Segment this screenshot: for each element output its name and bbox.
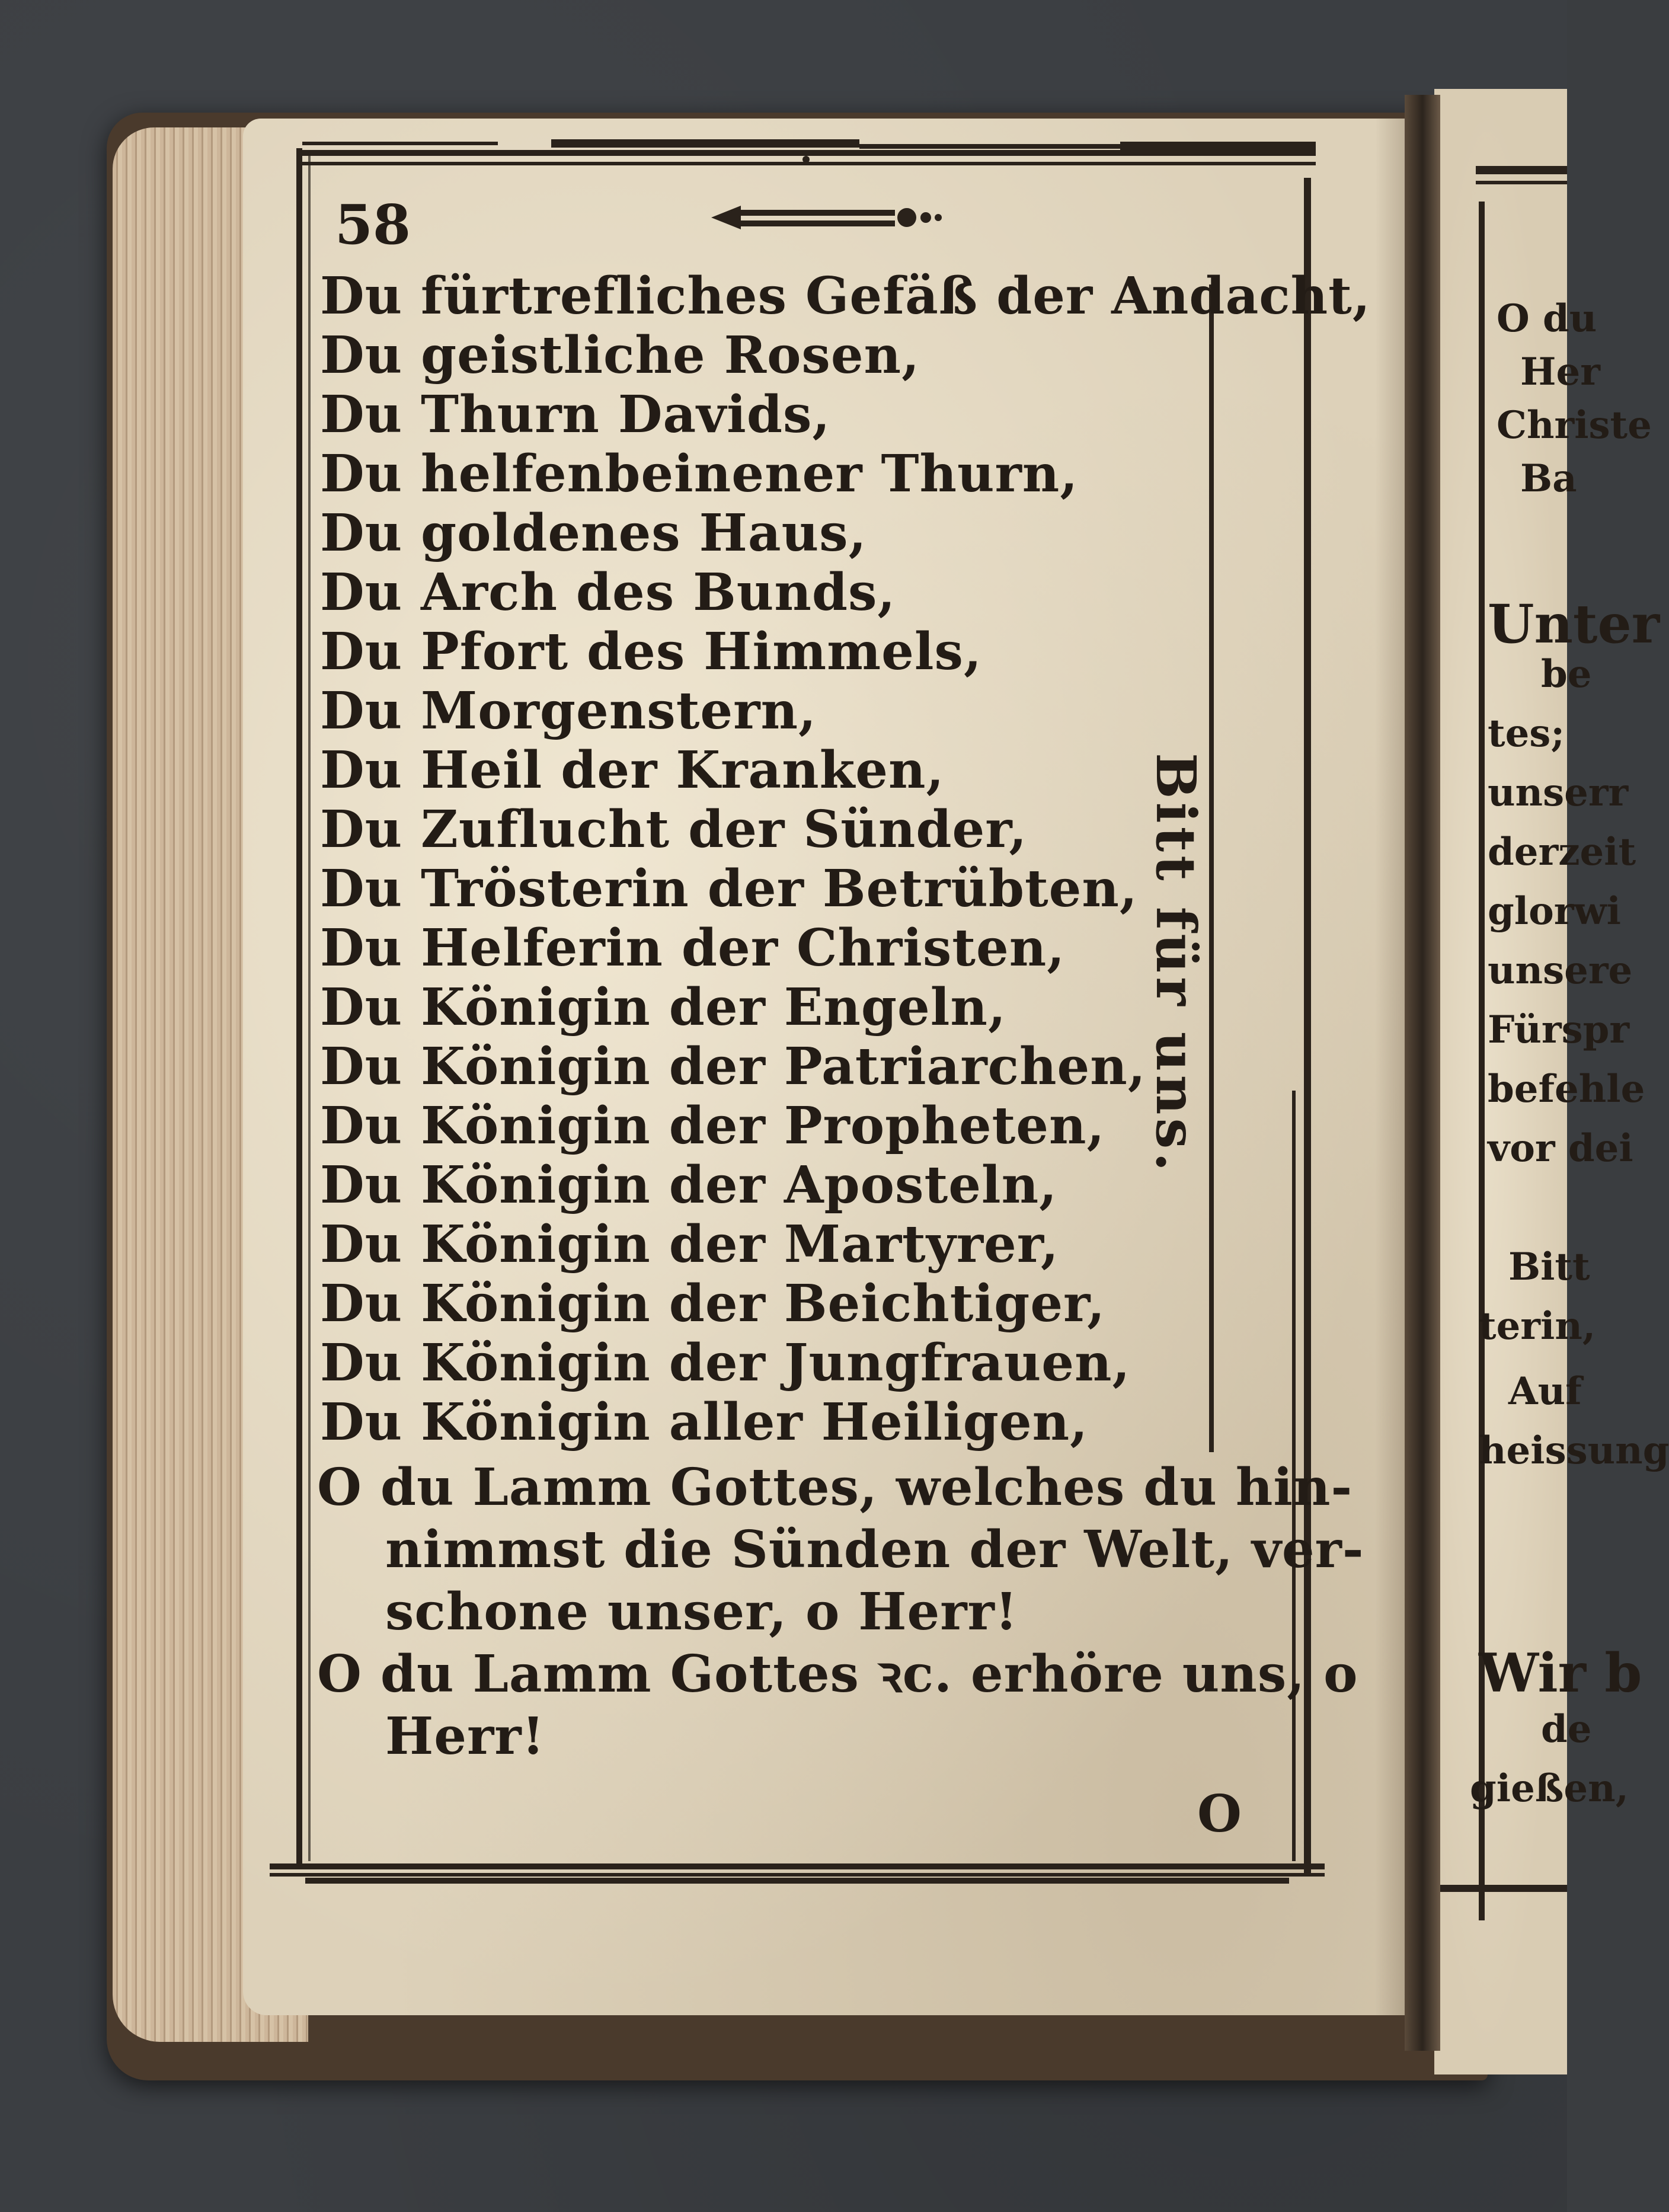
- facing-page-fragment: gießen,: [1470, 1766, 1629, 1811]
- top-border-ornament: [302, 133, 1316, 175]
- litany-line: Du helfenbeinener Thurn,: [320, 444, 1079, 504]
- litany-line: Du Heil der Kranken,: [320, 740, 945, 800]
- facing-page-fragment: Ba: [1520, 456, 1577, 501]
- bottom-border-ornament: [270, 1855, 1325, 1891]
- catchword: O: [1197, 1784, 1242, 1844]
- facing-page-fragment: de: [1541, 1707, 1592, 1751]
- litany-line: Du goldenes Haus,: [320, 503, 867, 563]
- facing-page-fragment: Her: [1520, 350, 1600, 394]
- response-bracket-rule: [1209, 285, 1214, 1452]
- litany-line: Du Königin der Patriarchen,: [320, 1037, 1146, 1097]
- facing-page-fragment: tes;: [1488, 711, 1565, 756]
- litany-line: Du Königin der Aposteln,: [320, 1155, 1058, 1215]
- litany-line: Du Königin der Propheten,: [320, 1096, 1105, 1156]
- right-border-rule: [1304, 178, 1311, 1873]
- litany-line: Du Helferin der Christen,: [320, 918, 1066, 978]
- agnus-dei-line: schone unser, o Herr!: [385, 1582, 1018, 1642]
- facing-page-top-rule: [1476, 166, 1567, 174]
- litany-line: Du Trösterin der Betrübten,: [320, 859, 1138, 919]
- agnus-dei-line: O du Lamm Gottes, welches du hin-: [317, 1457, 1353, 1517]
- facing-page-fragment: Auf: [1508, 1369, 1582, 1414]
- facing-page-fragment: glorwi: [1488, 889, 1621, 934]
- facing-page-fragment: derzeit: [1488, 830, 1636, 874]
- litany-line: Du Thurn Davids,: [320, 385, 831, 445]
- agnus-dei-line: O du Lamm Gottes ꝛc. erhöre uns, o: [317, 1644, 1358, 1704]
- facing-page-bottom-rule: [1440, 1885, 1567, 1892]
- page-number: 58: [335, 193, 411, 257]
- litany-line: Du Zuflucht der Sünder,: [320, 800, 1028, 859]
- facing-page-fragment: Bitt: [1508, 1245, 1590, 1289]
- facing-page-top-rule-2: [1476, 181, 1567, 184]
- facing-page-fragment: unserr: [1488, 771, 1629, 815]
- litany-line: Du Morgenstern,: [320, 681, 817, 741]
- litany-line: Du Arch des Bunds,: [320, 562, 896, 622]
- agnus-dei-line: Herr!: [385, 1706, 545, 1766]
- litany-line: Du Königin der Jungfrauen,: [320, 1333, 1131, 1393]
- book-gutter: [1405, 95, 1440, 2051]
- head-ornament: [705, 197, 942, 238]
- left-border-rule-inner: [308, 154, 311, 1861]
- facing-page-fragment: vor dei: [1488, 1126, 1633, 1171]
- agnus-dei-line: nimmst die Sünden der Welt, ver-: [385, 1520, 1364, 1580]
- facing-page-fragment: Unter: [1488, 593, 1660, 656]
- litany-line: Du Königin aller Heiligen,: [320, 1392, 1089, 1452]
- facing-page-fragment: Christe: [1497, 403, 1652, 447]
- facing-page-fragment: Fürspr: [1488, 1008, 1630, 1052]
- litany-line: Du Pfort des Himmels,: [320, 622, 982, 682]
- litany-line: Du Königin der Beichtiger,: [320, 1274, 1106, 1334]
- left-border-rule: [296, 148, 302, 1867]
- response-bitt-fuer-uns: Bitt für uns.: [1144, 753, 1208, 1175]
- litany-line: Du Königin der Engeln,: [320, 977, 1006, 1037]
- litany-line: Du Königin der Martyrer,: [320, 1214, 1059, 1274]
- facing-page-fragment: terin,: [1479, 1304, 1596, 1348]
- litany-line: Du geistliche Rosen,: [320, 325, 920, 385]
- litany-line: Du fürtrefliches Gefäß der Andacht,: [320, 266, 1371, 326]
- facing-page-fragment: befehle: [1488, 1067, 1645, 1111]
- facing-page-fragment: O du: [1497, 296, 1597, 341]
- facing-page-fragment: be: [1541, 652, 1592, 696]
- facing-page-fragment: heissung: [1479, 1428, 1669, 1473]
- facing-page-fragment: Wir b: [1479, 1642, 1642, 1705]
- facing-page-fragment: unsere: [1488, 948, 1633, 993]
